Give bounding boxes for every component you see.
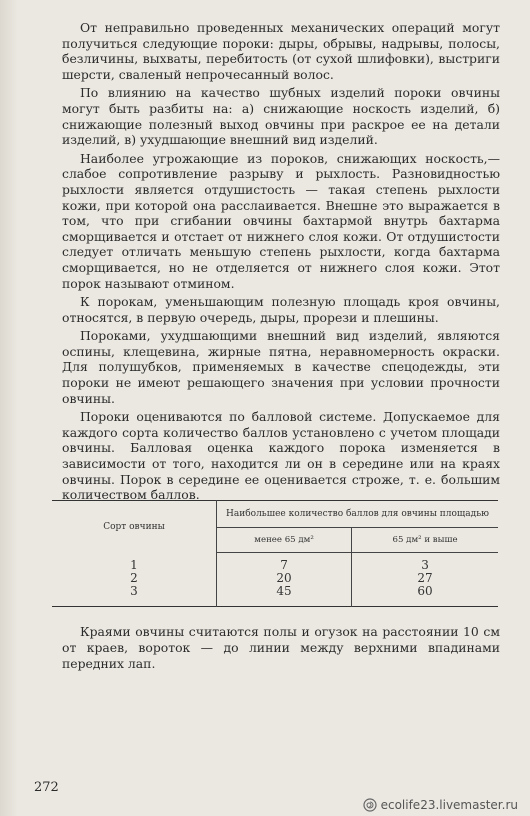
watermark bbox=[363, 798, 518, 812]
paragraph-3: Наиболее угрожающие из пороков, снижающих носкость,— слабое сопротивление разрыву и рыхлость. Разновидностью рыхлости является отдушистость — такая степень рыхлости кожи, при которой она расслаивается. Внешне это выражается в том, что при сгибании овчины бахтармой внутрь бахтарма сморщивается и отстает от нижнего слоя кожи. От отдушистости следует отличать меньшую степень рыхлости, когда бахтарма сморщивается, но не отделяется от нижнего слоя кожи. Этот порок называют отмином. bbox=[62, 150, 500, 291]
body-text bbox=[62, 20, 500, 503]
cell-more: 27 bbox=[417, 571, 433, 585]
table-row bbox=[52, 585, 498, 607]
after-table-text bbox=[62, 624, 500, 672]
paragraph-6: Пороки оцениваются по балловой системе. Допускаемое для каждого сорта количество баллов установлено с учетом площади овчины. Балловая оценка каждого порока изменяется в зависимости от того, находится ли он в середине или на краях овчины. Порок в середине ее оценивается строже, т. е. большим количеством баллов. bbox=[62, 409, 500, 503]
paragraph-2: По влиянию на качество шубных изделий пороки овчины могут быть разбиты на: а) снижающие носкость изделий, б) снижающие полезный выход овчины при раскрое ее на детали изделий, в) ухудшающие внешний вид изделий. bbox=[62, 85, 500, 148]
paragraph-1: От неправильно проведенных механических операций могут получиться следующие пороки: дыры, обрывы, надрывы, полосы, безличины, выхваты, перебитость (от сухой шлифовки), выстриги шерсти, сваленый непрочесанный волос. bbox=[62, 20, 500, 82]
cell-more: 3 bbox=[421, 558, 429, 572]
cell-less: 20 bbox=[217, 572, 352, 585]
cell-more: 60 bbox=[417, 584, 433, 598]
grading-table bbox=[52, 500, 498, 607]
cell-sort: 1 bbox=[52, 553, 217, 573]
cell-less: 45 bbox=[217, 585, 352, 607]
paragraph-5: Пороками, ухудшающими внешний вид изделий, являются оспины, клещевина, жирные пятна, неравномерность окраски. Для полушубков, применяемых в качестве спецодежды, эти пороки не имеют решающего значения при условии прочности овчины. bbox=[62, 328, 500, 406]
paragraph-7: Краями овчины считаются полы и огузок на расстоянии 10 см от краев, вороток — до линии между верхними впадинами передних лап. bbox=[62, 624, 500, 671]
paragraph-4: К порокам, уменьшающим полезную площадь кроя овчины, относятся, в первую очередь, дыры, прорези и плешины. bbox=[62, 294, 500, 325]
header-65-and-more: 65 дм² и выше bbox=[352, 528, 498, 553]
cell-sort: 3 bbox=[52, 585, 217, 607]
table-row bbox=[52, 553, 498, 573]
spiral-logo-icon bbox=[363, 798, 377, 812]
header-less-65: менее 65 дм² bbox=[217, 528, 352, 553]
watermark-text[interactable]: ecolife23.livemaster.ru bbox=[380, 798, 518, 812]
page-number: 272 bbox=[34, 780, 59, 795]
cell-less: 7 bbox=[217, 553, 352, 573]
header-max-points: Наибольшее количество баллов для овчины площадью bbox=[217, 501, 499, 528]
cell-sort: 2 bbox=[52, 572, 217, 585]
header-sort: Сорт овчины bbox=[52, 501, 217, 553]
